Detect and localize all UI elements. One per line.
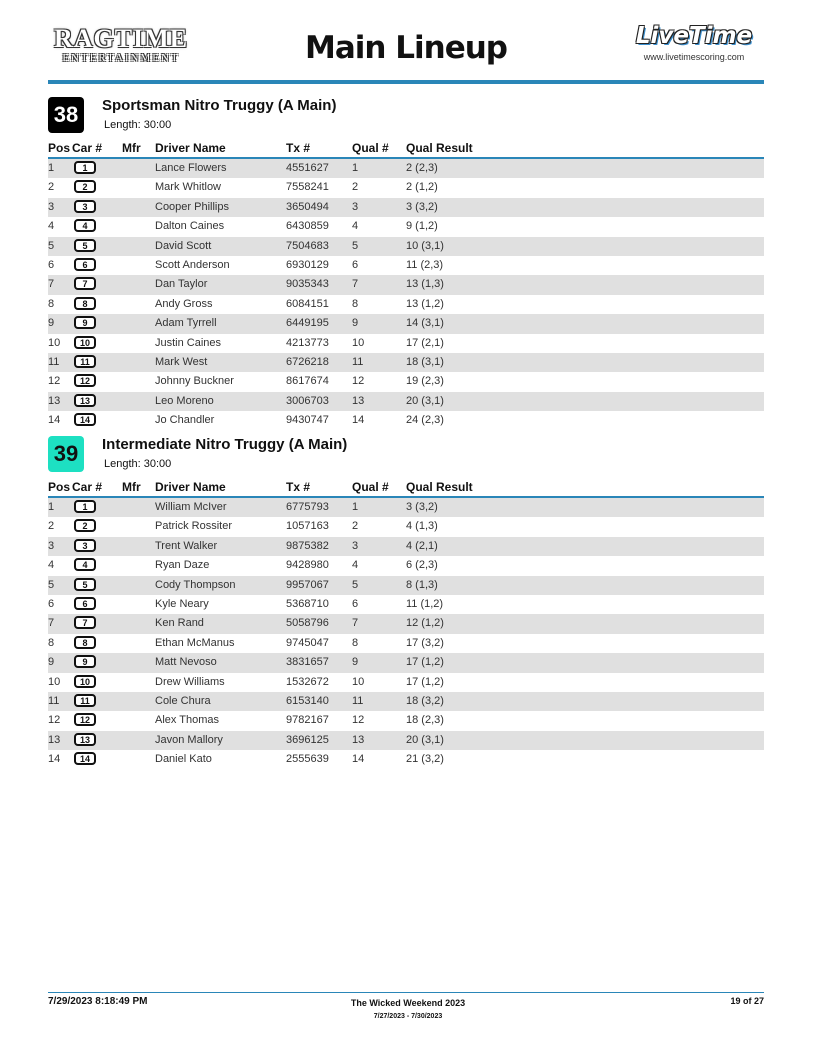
pos-cell: 1	[48, 501, 55, 513]
race-length-value: 30:00	[143, 458, 172, 470]
pos-cell: 11	[48, 355, 60, 368]
table-row	[48, 731, 764, 750]
qual-cell: 9	[352, 656, 359, 669]
table-row	[48, 411, 764, 430]
driver-cell: Javon Mallory	[155, 733, 223, 746]
column-header-mfr: Mfr	[122, 141, 141, 155]
pos-cell: 6	[48, 597, 55, 610]
table-row	[48, 634, 764, 653]
result-cell: 20 (3,1)	[406, 733, 444, 746]
tx-cell: 9428980	[286, 559, 329, 572]
driver-cell: Cole Chura	[155, 694, 211, 707]
qual-cell: 10	[352, 675, 365, 688]
qual-cell: 10	[352, 336, 365, 349]
column-header-result: Qual Result	[406, 141, 473, 155]
logo-left-main: RAGTIME	[53, 24, 189, 53]
footer-timestamp: 7/29/2023 8:18:49 PM	[48, 996, 148, 1007]
result-cell: 12 (1,2)	[406, 617, 444, 630]
qual-cell: 7	[352, 278, 359, 291]
tx-cell: 1057163	[286, 520, 329, 533]
driver-cell: William McIver	[155, 501, 227, 513]
driver-cell: Daniel Kato	[155, 753, 212, 766]
race-length-label: Length:	[104, 119, 141, 131]
result-cell: 21 (3,2)	[406, 753, 444, 766]
pos-cell: 8	[48, 636, 55, 649]
driver-cell: Patrick Rossiter	[155, 520, 233, 533]
pos-cell: 2	[48, 181, 55, 194]
tx-cell: 9745047	[286, 636, 329, 649]
tx-cell: 9957067	[286, 578, 329, 591]
tx-cell: 3006703	[286, 394, 329, 407]
table-row	[48, 314, 764, 333]
pos-cell: 9	[48, 317, 55, 330]
result-cell: 11 (2,3)	[406, 258, 444, 271]
table-row	[48, 275, 764, 294]
pos-cell: 14	[48, 753, 61, 766]
result-cell: 2 (1,2)	[406, 181, 438, 194]
qual-cell: 14	[352, 414, 365, 427]
table-header	[48, 139, 764, 159]
footer-event	[0, 998, 816, 1020]
table-row	[48, 673, 764, 692]
result-cell: 18 (3,2)	[406, 694, 444, 707]
qual-cell: 12	[352, 714, 365, 727]
result-cell: 14 (3,1)	[406, 317, 444, 330]
table-row	[48, 178, 764, 197]
tx-cell: 9035343	[286, 278, 329, 291]
result-cell: 9 (1,2)	[406, 220, 438, 233]
qual-cell: 4	[352, 559, 359, 572]
table-row	[48, 711, 764, 730]
livetime-brand: LiveTime	[635, 23, 753, 49]
result-cell: 13 (1,3)	[406, 278, 444, 291]
header-divider	[48, 80, 764, 84]
driver-cell: Jo Chandler	[155, 414, 215, 427]
result-cell: 17 (1,2)	[406, 656, 444, 669]
driver-cell: Trent Walker	[155, 539, 218, 552]
page-title: Main Lineup	[305, 30, 507, 66]
column-header-car: Car #	[72, 480, 103, 494]
driver-cell: Cooper Phillips	[155, 200, 229, 213]
race-number-badge: 39	[48, 436, 84, 472]
tx-cell: 6153140	[286, 694, 329, 707]
pos-cell: 13	[48, 733, 61, 746]
tx-cell: 9875382	[286, 539, 329, 552]
result-cell: 6 (2,3)	[406, 559, 438, 572]
qual-cell: 3	[352, 539, 359, 552]
column-header-driver: Driver Name	[155, 141, 226, 155]
qual-cell: 13	[352, 733, 365, 746]
pos-cell: 3	[48, 539, 55, 552]
result-cell: 2 (2,3)	[406, 162, 438, 174]
result-cell: 3 (3,2)	[406, 200, 438, 213]
footer-event-dates: 7/27/2023 - 7/30/2023	[373, 1013, 443, 1020]
column-header-qual: Qual #	[352, 141, 389, 155]
column-header-pos: Pos	[48, 141, 71, 155]
driver-cell: Mark Whitlow	[155, 181, 222, 194]
table-row	[48, 392, 764, 411]
table-row	[48, 159, 764, 178]
car-number-badge: 10	[74, 336, 96, 349]
driver-cell: Dan Taylor	[155, 278, 208, 291]
result-cell: 17 (3,2)	[406, 636, 444, 649]
table-row	[48, 237, 764, 256]
table-row	[48, 353, 764, 372]
qual-cell: 1	[352, 501, 359, 513]
tx-cell: 9430747	[286, 414, 329, 427]
race-length-value: 30:00	[143, 119, 172, 131]
car-number-badge: 8	[74, 297, 96, 310]
pos-cell: 4	[48, 220, 55, 233]
driver-cell: Dalton Caines	[155, 220, 225, 233]
column-header-result: Qual Result	[406, 480, 473, 494]
qual-cell: 8	[352, 297, 359, 310]
footer-divider	[48, 992, 764, 993]
tx-cell: 8617674	[286, 375, 329, 388]
race-length	[104, 458, 171, 470]
car-number-badge: 7	[74, 616, 96, 629]
car-number-badge: 12	[74, 374, 96, 387]
result-cell: 4 (1,3)	[406, 520, 438, 533]
driver-cell: Ethan McManus	[155, 636, 235, 649]
column-header-qual: Qual #	[352, 480, 389, 494]
pos-cell: 7	[48, 278, 55, 291]
tx-cell: 4213773	[286, 336, 329, 349]
tx-cell: 6430859	[286, 220, 329, 233]
table-body	[48, 498, 764, 769]
column-header-driver: Driver Name	[155, 480, 226, 494]
footer-event-name: The Wicked Weekend 2023	[350, 998, 466, 1008]
car-number-badge: 6	[74, 258, 96, 271]
car-number-badge: 12	[74, 713, 96, 726]
result-cell: 18 (2,3)	[406, 714, 444, 727]
tx-cell: 6930129	[286, 258, 329, 271]
car-number-badge: 10	[74, 675, 96, 688]
qual-cell: 8	[352, 636, 359, 649]
column-header-pos: Pos	[48, 480, 71, 494]
car-number-badge: 2	[74, 180, 96, 193]
tx-cell: 5058796	[286, 617, 329, 630]
pos-cell: 7	[48, 617, 55, 630]
driver-cell: David Scott	[155, 239, 212, 252]
car-number-badge: 13	[74, 394, 96, 407]
driver-cell: Ken Rand	[155, 617, 204, 630]
car-number-badge: 3	[74, 539, 96, 552]
car-number-badge: 14	[74, 752, 96, 765]
table-row	[48, 595, 764, 614]
tx-cell: 7504683	[286, 239, 329, 252]
driver-cell: Cody Thompson	[155, 578, 236, 591]
driver-cell: Lance Flowers	[155, 162, 227, 174]
table-row	[48, 498, 764, 517]
tx-cell: 6449195	[286, 317, 329, 330]
tx-cell: 3696125	[286, 733, 329, 746]
pos-cell: 12	[48, 375, 61, 388]
table-row	[48, 517, 764, 536]
tx-cell: 9782167	[286, 714, 329, 727]
pos-cell: 2	[48, 520, 55, 533]
driver-cell: Adam Tyrrell	[155, 317, 217, 330]
qual-cell: 2	[352, 520, 359, 533]
car-number-badge: 6	[74, 597, 96, 610]
qual-cell: 14	[352, 753, 365, 766]
result-cell: 13 (1,2)	[406, 297, 444, 310]
table-row	[48, 750, 764, 769]
driver-cell: Alex Thomas	[155, 714, 219, 727]
column-header-tx: Tx #	[286, 141, 311, 155]
qual-cell: 3	[352, 200, 359, 213]
tx-cell: 7558241	[286, 181, 329, 194]
qual-cell: 6	[352, 258, 359, 271]
qual-cell: 5	[352, 578, 359, 591]
pos-cell: 6	[48, 258, 55, 271]
tx-cell: 6775793	[286, 501, 329, 513]
table-header	[48, 478, 764, 498]
tx-cell: 6084151	[286, 297, 329, 310]
table-row	[48, 334, 764, 353]
table-row	[48, 556, 764, 575]
result-cell: 4 (2,1)	[406, 539, 438, 552]
driver-cell: Justin Caines	[155, 336, 222, 349]
driver-cell: Leo Moreno	[155, 394, 214, 407]
race-section	[48, 97, 764, 431]
tx-cell: 4551627	[286, 162, 329, 174]
driver-cell: Mark West	[155, 355, 208, 368]
car-number-badge: 9	[74, 316, 96, 329]
table-body	[48, 159, 764, 430]
car-number-badge: 7	[74, 277, 96, 290]
table-row	[48, 653, 764, 672]
result-cell: 3 (3,2)	[406, 501, 438, 513]
car-number-badge: 2	[74, 519, 96, 532]
race-length	[104, 119, 171, 131]
pos-cell: 14	[48, 414, 61, 427]
qual-cell: 2	[352, 181, 359, 194]
column-header-tx: Tx #	[286, 480, 311, 494]
qual-cell: 6	[352, 597, 359, 610]
driver-cell: Matt Nevoso	[155, 656, 217, 669]
result-cell: 19 (2,3)	[406, 375, 444, 388]
car-number-badge: 3	[74, 200, 96, 213]
car-number-badge: 11	[74, 694, 96, 707]
qual-cell: 5	[352, 239, 359, 252]
livetime-url: www.livetimescoring.com	[643, 52, 745, 62]
result-cell: 17 (2,1)	[406, 336, 444, 349]
car-number-badge: 4	[74, 558, 96, 571]
driver-cell: Scott Anderson	[155, 258, 230, 271]
pos-cell: 11	[48, 694, 60, 707]
page-header	[48, 20, 764, 80]
column-header-car: Car #	[72, 141, 103, 155]
table-row	[48, 198, 764, 217]
driver-cell: Johnny Buckner	[155, 375, 234, 388]
logo-left-sub: ENTERTAINMENT	[62, 52, 180, 64]
table-row	[48, 692, 764, 711]
pos-cell: 10	[48, 675, 61, 688]
driver-cell: Andy Gross	[155, 297, 213, 310]
pos-cell: 5	[48, 239, 55, 252]
pos-cell: 1	[48, 162, 55, 174]
tx-cell: 3650494	[286, 200, 329, 213]
race-number-badge: 38	[48, 97, 84, 133]
car-number-badge: 8	[74, 636, 96, 649]
pos-cell: 12	[48, 714, 61, 727]
race-section	[48, 436, 764, 770]
result-cell: 17 (1,2)	[406, 675, 444, 688]
result-cell: 8 (1,3)	[406, 578, 438, 591]
table-row	[48, 217, 764, 236]
car-number-badge: 13	[74, 733, 96, 746]
result-cell: 24 (2,3)	[406, 414, 444, 427]
car-number-badge: 5	[74, 239, 96, 252]
pos-cell: 3	[48, 200, 55, 213]
qual-cell: 7	[352, 617, 359, 630]
race-length-label: Length:	[104, 458, 141, 470]
qual-cell: 1	[352, 162, 359, 174]
result-cell: 10 (3,1)	[406, 239, 444, 252]
qual-cell: 4	[352, 220, 359, 233]
table-row	[48, 537, 764, 556]
qual-cell: 12	[352, 375, 365, 388]
result-cell: 11 (1,2)	[406, 597, 444, 610]
car-number-badge: 9	[74, 655, 96, 668]
tx-cell: 5368710	[286, 597, 329, 610]
livetime-logo	[624, 22, 764, 62]
qual-cell: 9	[352, 317, 359, 330]
table-row	[48, 372, 764, 391]
footer-page-number: 19 of 27	[730, 996, 764, 1006]
car-number-badge: 5	[74, 578, 96, 591]
car-number-badge: 11	[74, 355, 96, 368]
driver-cell: Drew Williams	[155, 675, 225, 688]
qual-cell: 11	[352, 355, 364, 368]
table-row	[48, 576, 764, 595]
table-row	[48, 295, 764, 314]
car-number-badge: 1	[74, 500, 96, 513]
car-number-badge: 1	[74, 161, 96, 174]
table-row	[48, 614, 764, 633]
pos-cell: 9	[48, 656, 55, 669]
pos-cell: 8	[48, 297, 55, 310]
car-number-badge: 4	[74, 219, 96, 232]
tx-cell: 3831657	[286, 656, 329, 669]
qual-cell: 11	[352, 694, 364, 707]
pos-cell: 13	[48, 394, 61, 407]
driver-cell: Ryan Daze	[155, 559, 210, 572]
pos-cell: 10	[48, 336, 61, 349]
tx-cell: 6726218	[286, 355, 329, 368]
driver-cell: Kyle Neary	[155, 597, 209, 610]
race-title: Intermediate Nitro Truggy (A Main)	[102, 436, 348, 453]
tx-cell: 2555639	[286, 753, 329, 766]
column-header-mfr: Mfr	[122, 480, 141, 494]
race-title: Sportsman Nitro Truggy (A Main)	[102, 97, 337, 114]
table-row	[48, 256, 764, 275]
qual-cell: 13	[352, 394, 365, 407]
pos-cell: 4	[48, 559, 55, 572]
tx-cell: 1532672	[286, 675, 329, 688]
pos-cell: 5	[48, 578, 55, 591]
result-cell: 20 (3,1)	[406, 394, 444, 407]
result-cell: 18 (3,1)	[406, 355, 444, 368]
car-number-badge: 14	[74, 413, 96, 426]
